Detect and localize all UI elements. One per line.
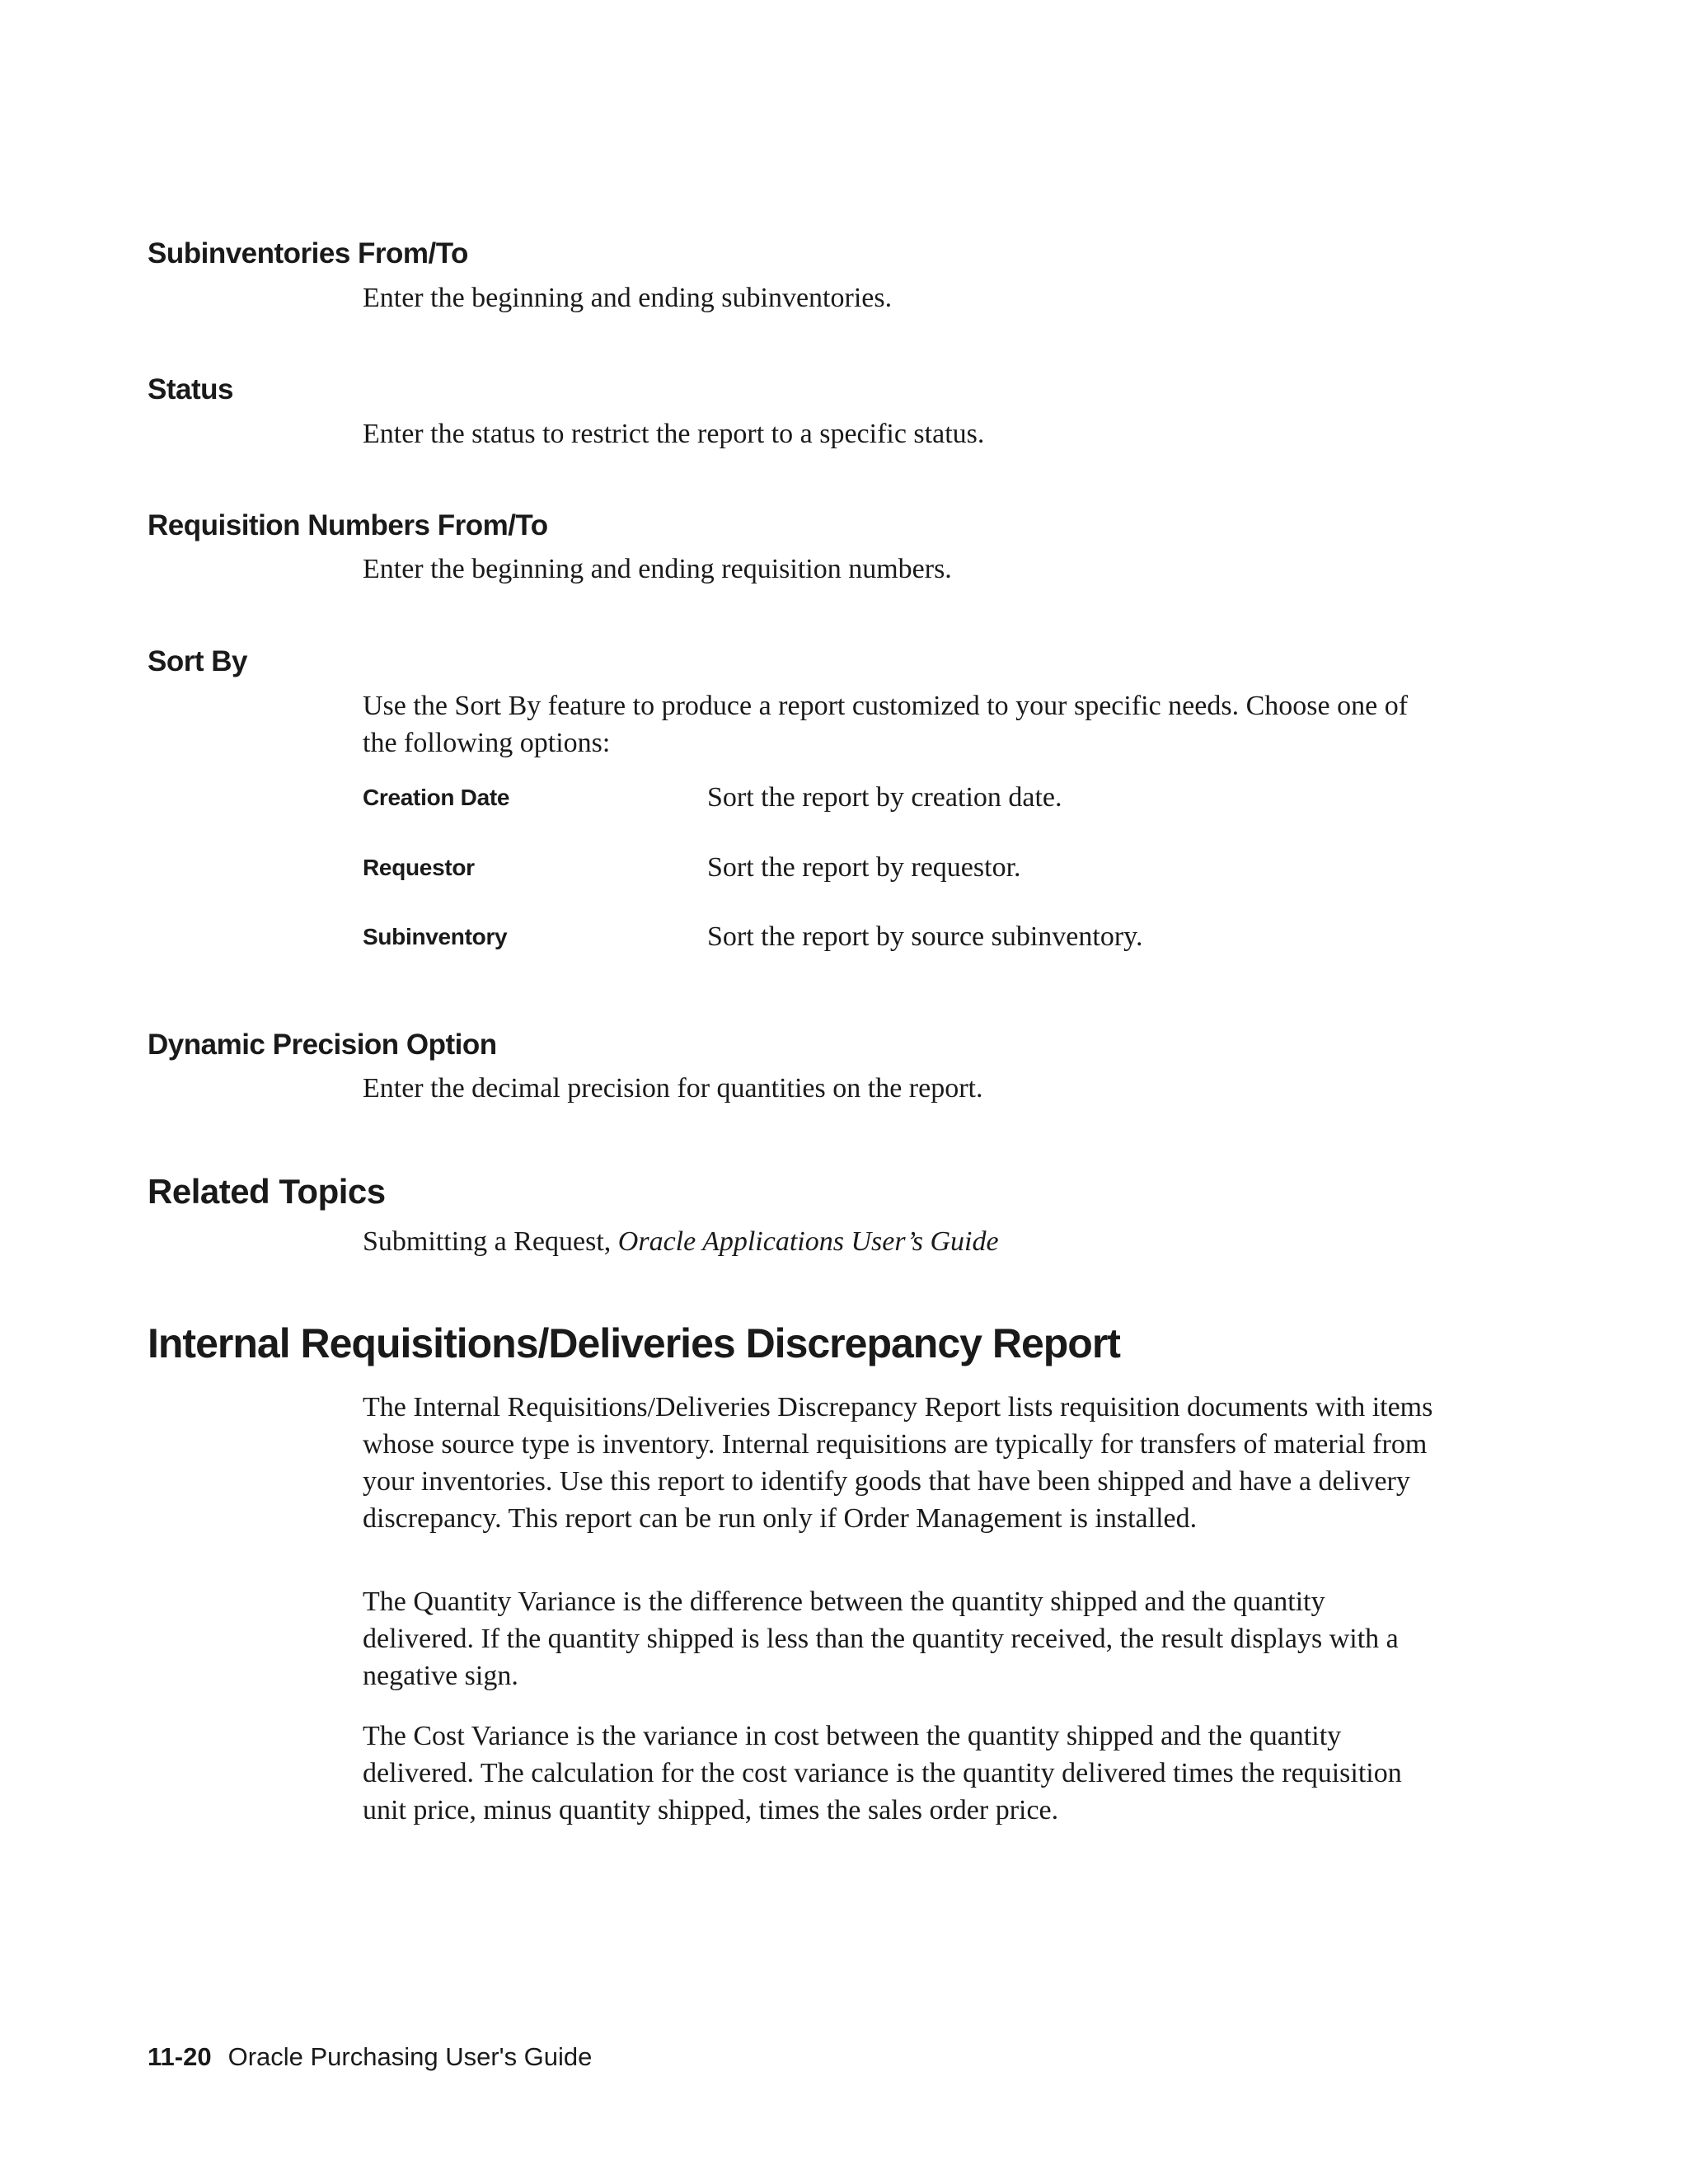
param-heading-dynamic-precision: Dynamic Precision Option [148, 1029, 497, 1061]
related-topic-book-title: Oracle Applications User’s Guide [617, 1226, 999, 1257]
sort-option-description: Sort the report by source subinventory. [707, 921, 1143, 952]
page-number: 11-20 [148, 2042, 212, 2071]
param-description-sort-by: Use the Sort By feature to produce a report customized to your specific needs. Choose one of the following options: [363, 691, 1409, 758]
related-topic-link-text[interactable]: Submitting a Request, [363, 1226, 618, 1257]
param-heading-sort-by: Sort By [148, 645, 247, 677]
page-footer [148, 2041, 592, 2074]
section-paragraph: The Quantity Variance is the difference between the quantity shipped and the quantity delivered. If the quantity shipped is less than the quantity received, the result displays with a negative sign. [363, 1586, 1399, 1691]
sort-option-description: Sort the report by creation date. [707, 782, 1062, 813]
sort-option-label: Subinventory [363, 924, 508, 949]
section-paragraph: The Cost Variance is the variance in cost between the quantity shipped and the quantity delivered. The calculation for the cost variance is the quantity delivered times the requisition unit price, minus quantity shipped, times the sales order price. [363, 1721, 1402, 1825]
param-description-status: Enter the status to restrict the report to a specific status. [363, 419, 985, 449]
param-heading-subinventories: Subinventories From/To [148, 237, 468, 269]
param-description-dynamic-precision: Enter the decimal precision for quantities on the report. [363, 1073, 983, 1104]
sort-option-label: Creation Date [363, 785, 510, 810]
param-description-subinventories: Enter the beginning and ending subinventories. [363, 283, 893, 313]
param-heading-status: Status [148, 373, 233, 405]
param-heading-requisition-numbers: Requisition Numbers From/To [148, 509, 548, 541]
related-topics-entry [363, 1223, 1434, 1260]
section-paragraph: The Internal Requisitions/Deliveries Discrepancy Report lists requisition documents with items whose source type is inventory. Internal requisitions are typically for transfers of material from your inventories. Use this report to identify goods that have been shipped and have a delivery discrepancy. This report can be run only if Order Management is installed. [363, 1392, 1433, 1534]
sort-option-label: Requestor [363, 855, 475, 880]
section-title: Internal Requisitions/Deliveries Discrepancy Report [148, 1320, 1120, 1366]
sort-option-description: Sort the report by requestor. [707, 852, 1021, 883]
related-topics-heading: Related Topics [148, 1172, 386, 1211]
param-description-requisition-numbers: Enter the beginning and ending requisition numbers. [363, 554, 952, 584]
footer-book-title: Oracle Purchasing User's Guide [227, 2042, 593, 2071]
